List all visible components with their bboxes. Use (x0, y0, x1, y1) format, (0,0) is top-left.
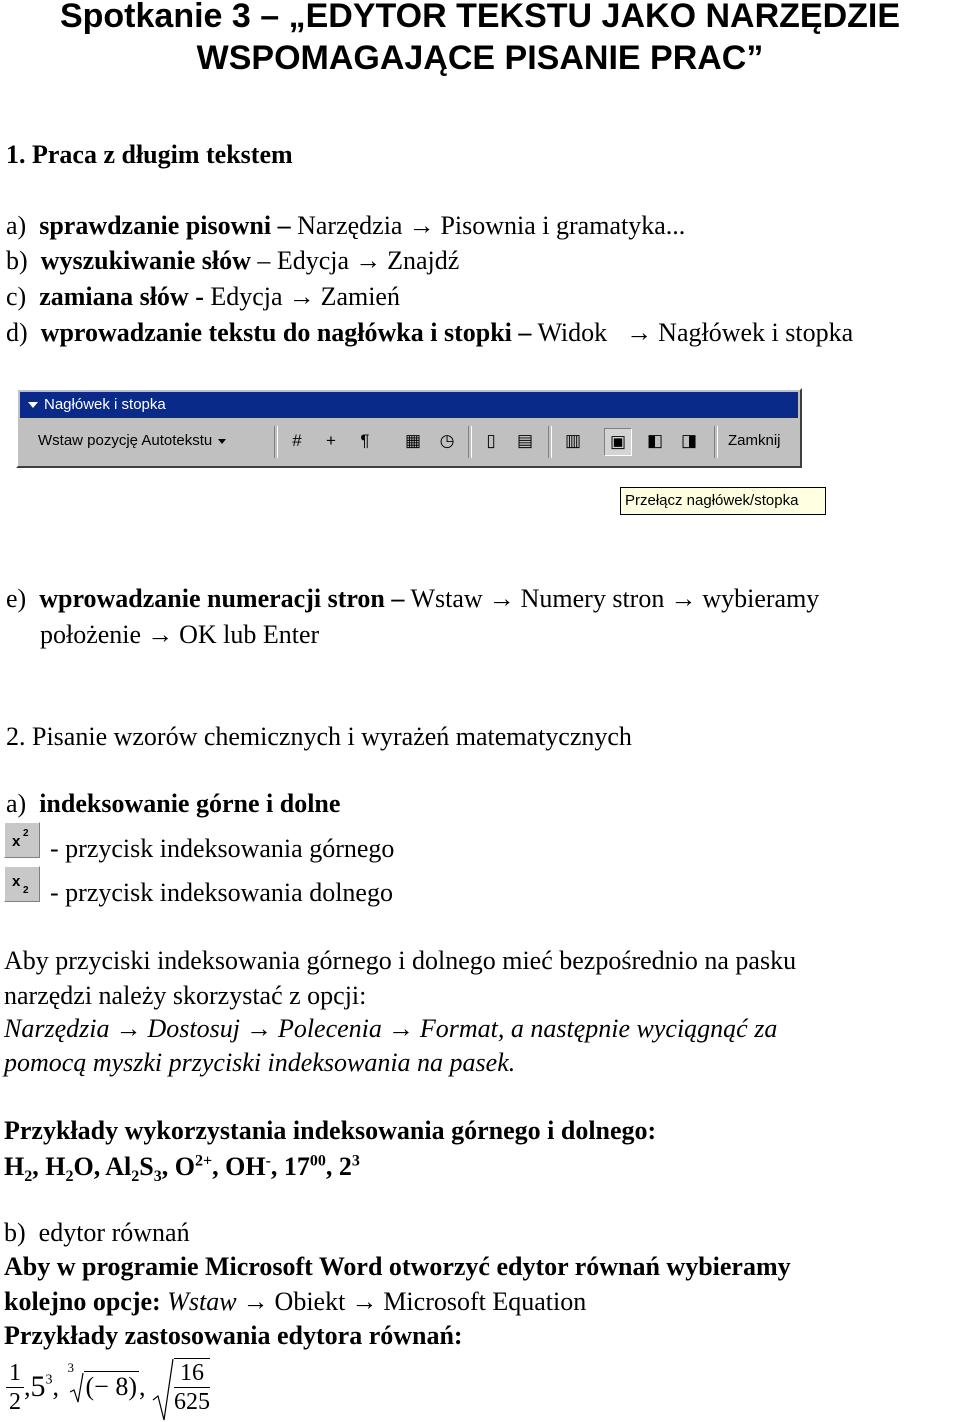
show-previous-icon[interactable]: ◧ (646, 431, 664, 450)
item-d: d) wprowadzanie tekstu do nagłówka i stopki – Widok → Nagłówek i stopka (6, 318, 854, 347)
item-2b: b) edytor równań (4, 1218, 190, 1247)
section1-heading: 1. Praca z długim tekstem (6, 140, 293, 169)
toolbar-titlebar[interactable]: Nagłówek i stopka (20, 392, 798, 418)
switch-header-footer-icon[interactable]: ▣ (604, 428, 632, 456)
subscript-button[interactable]: x 2 (4, 866, 40, 902)
toolbar-separator (274, 426, 278, 458)
examples-formulas: $H_2$, $H_2O$, $Al_2S_3$, $O^{2+}$, OH-, $17^{00}$, $2^3$ (4, 1152, 360, 1186)
fraction-16-625: $\frac{16}{625}$ (173, 1360, 210, 1415)
page-number-icon[interactable]: # (292, 431, 302, 450)
item-c: c) zamiana słów - Edycja → Zamień (6, 282, 400, 311)
item-a: a) sprawdzanie pisowni – Narzędzia → Pisownia i gramatyka... (6, 211, 686, 240)
superscript-description: - przycisk indeksowania górnego (50, 834, 395, 863)
toolbar-separator (714, 426, 718, 458)
close-button[interactable]: Zamknij (728, 432, 781, 449)
power-base: 5 (30, 1370, 46, 1403)
power-exponent: 3 (45, 1372, 53, 1388)
insert-date-icon[interactable]: ▦ (404, 431, 422, 450)
insert-autotext-button[interactable]: Wstaw pozycję Autotekstu (38, 432, 226, 449)
page-setup-icon[interactable]: ▯ (486, 431, 496, 450)
insert-time-icon[interactable]: ◷ (439, 431, 455, 450)
italic-line2: pomocą myszki przyciski indeksowania na pasek. (4, 1048, 516, 1077)
item-2a: a) indeksowanie górne i dolne (6, 789, 341, 818)
format-page-number-icon[interactable]: ¶ (360, 431, 370, 450)
root-sign-icon (70, 1372, 84, 1404)
toolbar-separator (548, 426, 552, 458)
page-title-line1: Spotkanie 3 – „EDYTOR TEKSTU JAKO NARZĘDZIE (59, 0, 901, 35)
superscript-button[interactable]: x 2 (4, 822, 40, 858)
show-hide-text-icon[interactable]: ▤ (516, 431, 534, 450)
item-b: b) wyszukiwanie słów – Edycja → Znajdź (6, 246, 460, 275)
page-title-line2: WSPOMAGAJĄCE PISANIE PRAC” (196, 39, 764, 77)
paragraph-line2: narzędzi należy skorzystać z opcji: (4, 981, 367, 1010)
item-e-line2: położenie → OK lub Enter (40, 620, 320, 649)
subscript-description: - przycisk indeksowania dolnego (50, 878, 393, 907)
page-count-icon[interactable]: + (326, 431, 336, 450)
paragraph-line1: Aby przyciski indeksowania górnego i dolnego mieć bezpośrednio na pasku (4, 946, 797, 975)
equation-examples-title: Przykłady zastosowania edytora równań: (4, 1321, 463, 1350)
same-as-previous-icon[interactable]: ▥ (564, 431, 582, 450)
section2-heading: 2. Pisanie wzorów chemicznych i wyrażeń matematycznych (6, 722, 632, 751)
square-root (152, 1358, 210, 1416)
equation-examples: $\frac{1}{2}$ $,5^3$, 3 (− 8), $\frac{16}{625}$ (6, 1358, 210, 1416)
tooltip: Przełącz nagłówek/stopka (620, 487, 826, 515)
root-sign-icon (152, 1358, 174, 1422)
fraction-one-half: $\frac{1}{2}$ (6, 1359, 24, 1416)
toolbar-menu-icon[interactable] (28, 402, 38, 408)
examples-title: Przykłady wykorzystania indeksowania górnego i dolnego: (4, 1116, 657, 1145)
italic-path: Narzędzia → Dostosuj → Polecenia → Format, a następnie wyciągnąć za (4, 1014, 778, 1043)
header-footer-toolbar (16, 388, 802, 468)
equation-paragraph-line1: Aby w programie Microsoft Word otworzyć edytor równań wybieramy (4, 1252, 791, 1281)
show-next-icon[interactable]: ◨ (680, 431, 698, 450)
equation-paragraph-line2: kolejno opcje: Wstaw → Obiekt → Microsoft Equation (4, 1287, 587, 1316)
item-e: e) wprowadzanie numeracji stron – Wstaw → Numery stron → wybieramy (6, 584, 820, 613)
dropdown-icon (218, 439, 226, 444)
toolbar-separator (468, 426, 472, 458)
cube-root: 3 (− 8) (66, 1372, 139, 1402)
